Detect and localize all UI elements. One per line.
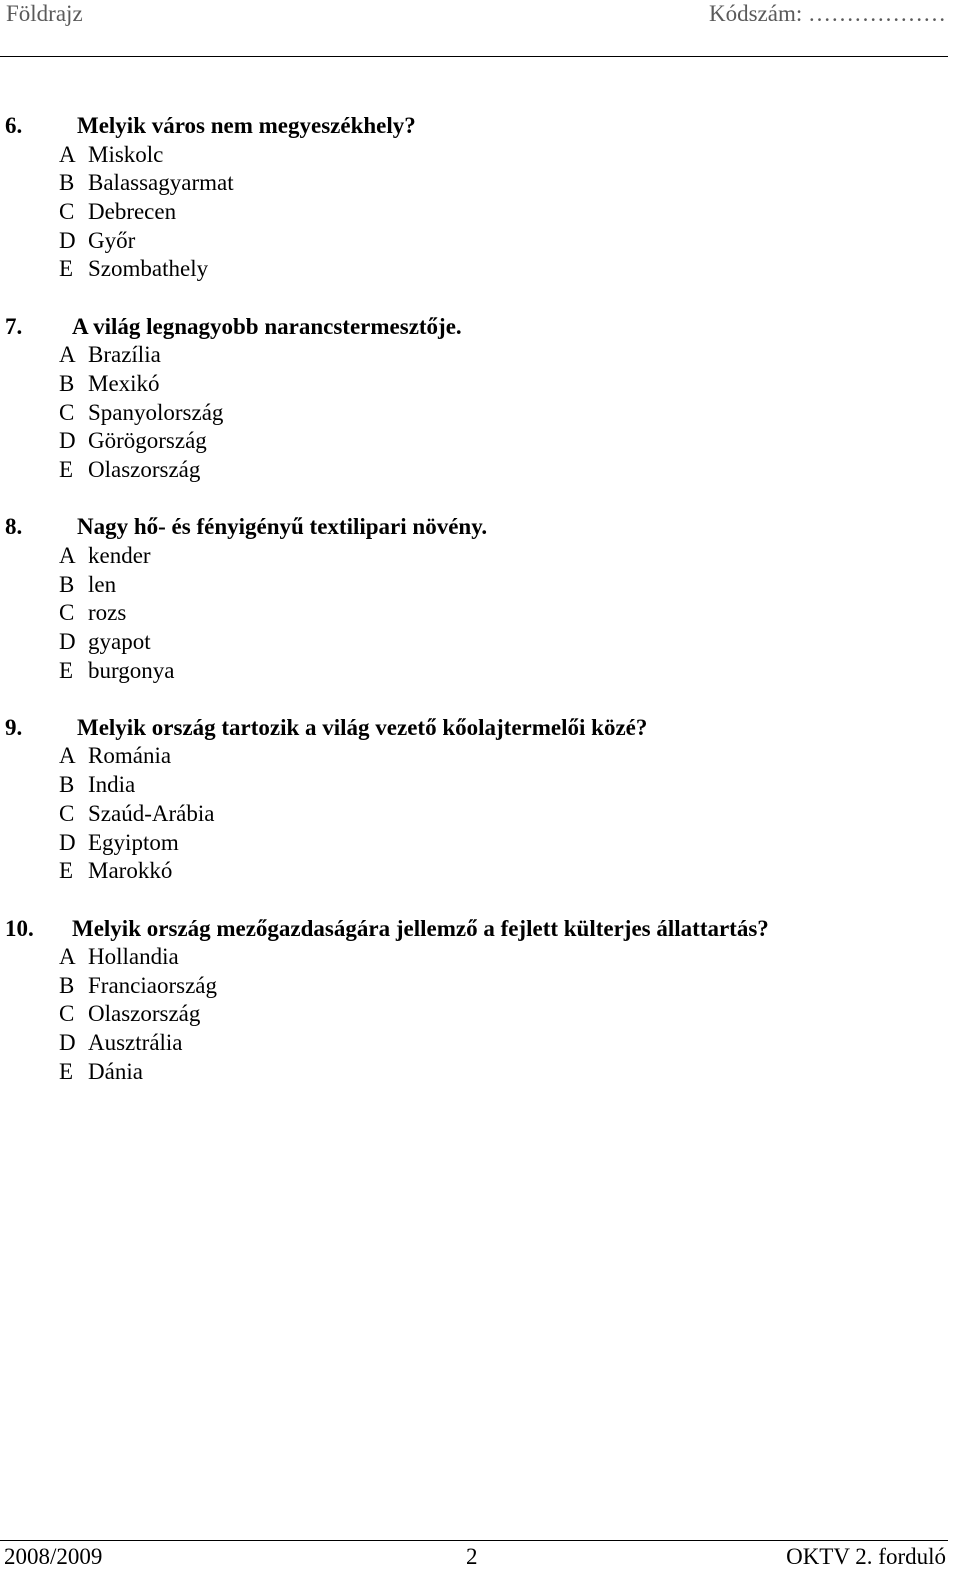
question-text: A világ legnagyobb narancstermesztője. [72,313,462,339]
question-6 [0,112,960,284]
answer-option [0,943,960,972]
option-letter: D [59,428,76,454]
footer-divider [0,1540,948,1541]
answer-option [0,141,960,170]
option-text: Dánia [88,1058,143,1084]
option-letter: E [59,858,74,884]
option-letter: A [59,944,76,970]
header-divider [0,56,948,57]
answer-option [0,542,960,571]
question-8 [0,513,960,685]
answer-option [0,1058,960,1087]
question-title [0,513,960,542]
option-letter: C [59,1001,75,1027]
answer-option [0,599,960,628]
answer-option [0,227,960,256]
option-letter: C [59,399,75,425]
answer-option [0,198,960,227]
answer-option [0,1000,960,1029]
option-letter: A [59,542,76,568]
answer-option [0,341,960,370]
question-number: 9. [5,714,23,740]
question-text: Melyik város nem megyeszékhely? [77,113,416,138]
option-letter: D [59,227,76,253]
question-title [0,112,960,141]
option-text: Szaúd-Arábia [88,800,215,826]
answer-option [0,427,960,456]
option-text: kender [88,542,151,568]
option-text: Spanyolország [88,399,224,425]
question-text: Melyik ország mezőgazdaságára jellemző a fejlett külterjes állattartás? [72,915,769,941]
option-letter: A [59,743,76,769]
option-text: Mexikó [88,370,160,396]
option-letter: E [59,456,74,482]
option-text: Olaszország [88,456,201,482]
answer-option [0,370,960,399]
option-text: Győr [88,227,136,253]
answer-option [0,800,960,829]
option-letter: C [59,800,75,826]
question-number: 8. [5,514,23,540]
option-letter: B [59,571,75,597]
option-letter: E [59,1058,74,1084]
page-footer [0,1544,946,1572]
page-header [6,0,946,28]
option-text: Egyiptom [88,829,179,855]
question-number: 10. [5,915,34,941]
option-text: Brazília [88,342,161,368]
answer-option [0,1029,960,1058]
page-number: 2 [466,1544,478,1569]
option-letter: D [59,1030,76,1056]
code-label: Kódszám: ……………… [708,1,946,26]
question-10 [0,915,960,1087]
question-title [0,915,960,944]
option-letter: D [59,628,76,654]
option-text: Olaszország [88,1001,201,1027]
question-9 [0,714,960,886]
option-letter: B [59,370,75,396]
answer-option [0,628,960,657]
option-text: gyapot [88,628,151,654]
option-text: Balassagyarmat [88,170,234,196]
option-text: Hollandia [88,944,179,970]
option-text: burgonya [88,657,175,683]
question-text: Nagy hő- és fényigényű textilipari növény. [77,514,488,540]
question-title [0,313,960,342]
question-number: 6. [5,113,23,138]
answer-option [0,771,960,800]
competition-round: OKTV 2. forduló [786,1544,946,1569]
answer-option [0,169,960,198]
answer-option [0,829,960,858]
option-letter: E [59,657,74,683]
option-text: Görögország [88,428,207,454]
answer-option [0,399,960,428]
subject-label: Földrajz [6,1,83,26]
answer-option [0,571,960,600]
answer-option [0,857,960,886]
option-text: len [88,571,117,597]
option-text: Szombathely [88,256,209,282]
answer-option [0,742,960,771]
answer-option [0,255,960,284]
option-letter: C [59,198,75,224]
question-title [0,714,960,743]
option-letter: D [59,829,76,855]
option-text: rozs [88,600,127,626]
answer-option [0,456,960,485]
option-letter: A [59,141,76,167]
option-letter: E [59,256,74,282]
option-text: India [88,772,136,798]
option-text: Franciaország [88,972,217,998]
option-letter: B [59,972,75,998]
school-year: 2008/2009 [4,1544,103,1569]
option-letter: B [59,772,75,798]
option-text: Románia [88,743,172,769]
option-text: Debrecen [88,198,177,224]
question-list [0,112,960,1115]
option-text: Ausztrália [88,1030,183,1056]
answer-option [0,972,960,1001]
option-letter: B [59,170,75,196]
option-text: Marokkó [88,858,173,884]
option-letter: C [59,600,75,626]
question-number: 7. [5,313,23,339]
question-text: Melyik ország tartozik a világ vezető kőolajtermelői közé? [77,714,648,740]
question-7 [0,313,960,485]
option-text: Miskolc [88,141,164,167]
option-letter: A [59,342,76,368]
answer-option [0,657,960,686]
